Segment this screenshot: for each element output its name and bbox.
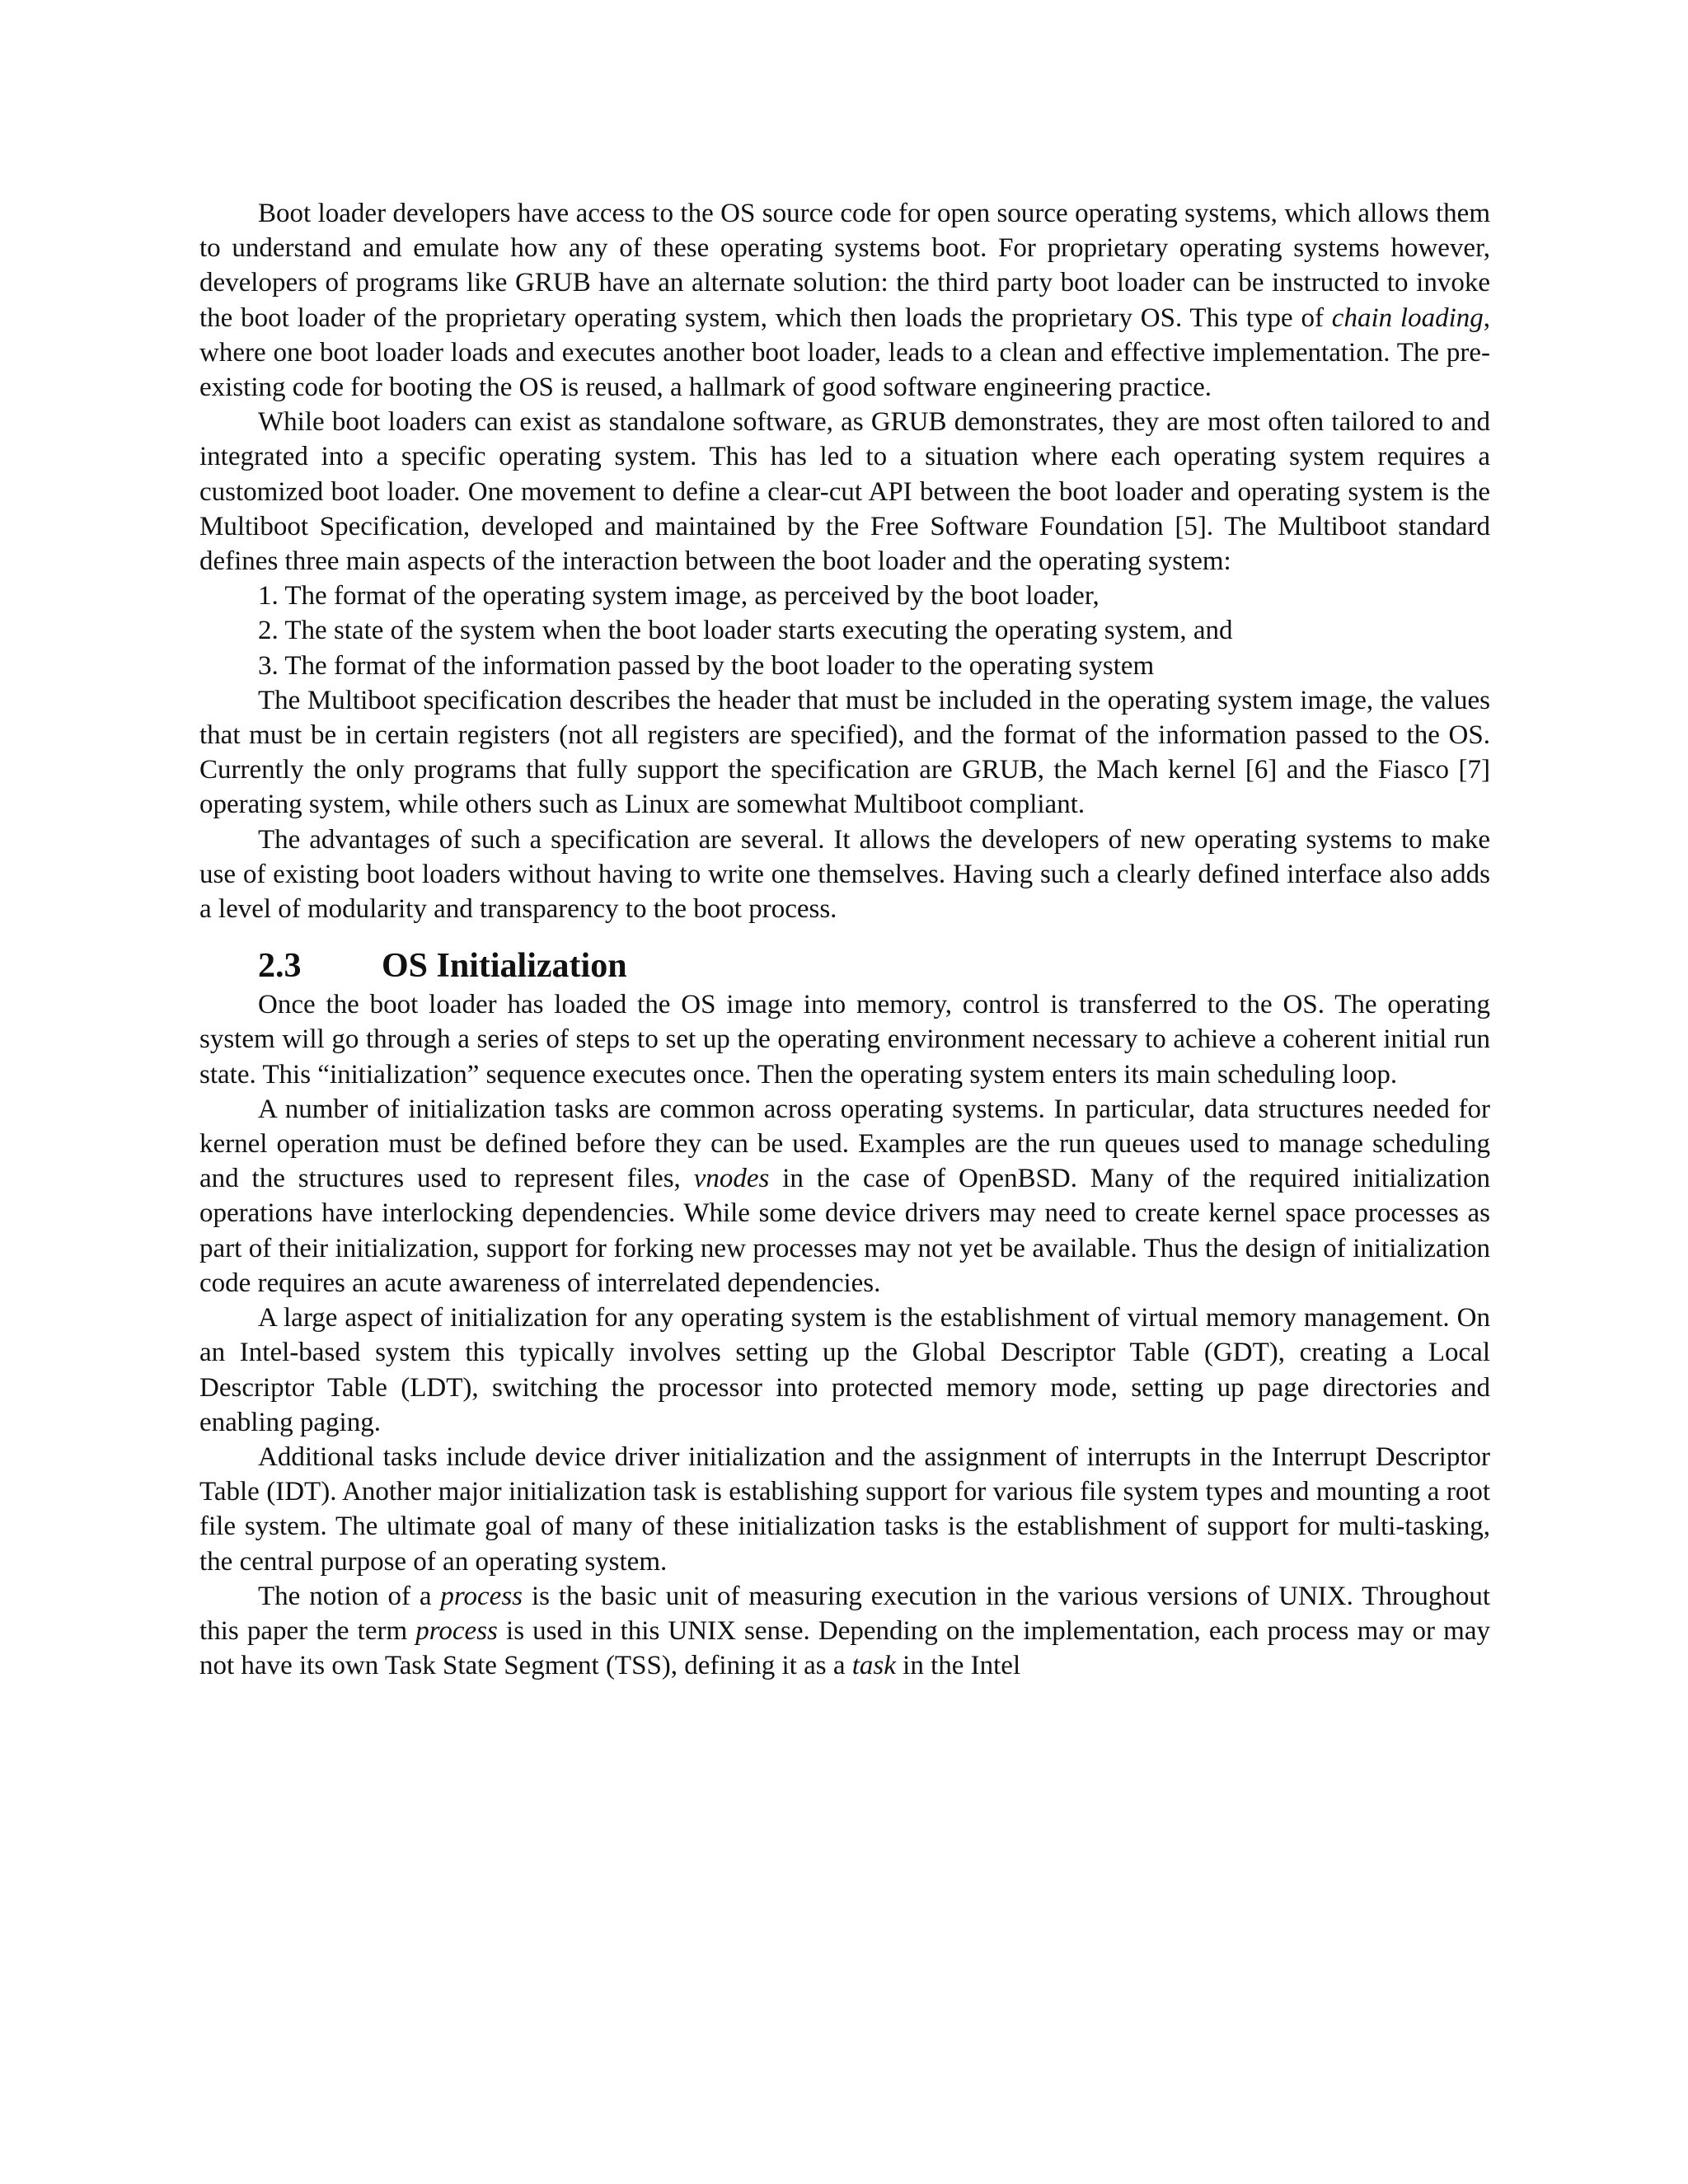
- paragraph-advantages: The advantages of such a specification are several. It allows the developers of new operating systems to make use of existing boot loaders without having to write one themselves. Having such a clearly defined interface also adds a level of modularity and transparency to the boot process.: [199, 824, 1490, 925]
- text-run: Boot loader developers have access to the OS source code for open source operating systems, which allows them to understand and emulate how any of these operating systems boot. For proprietary operating systems however, developers of programs like GRUB have an alternate solution: the third party boot loader can be instructed to invoke the boot loader of the proprietary operating system, which then loads the proprietary OS. This type of: [199, 199, 1490, 333]
- paragraph-multiboot-spec: The Multiboot specification describes the header that must be included in the operating system image, the values that must be in certain registers (not all registers are specified), and the format of the information passed to the OS. Currently the only programs that fully support the specification are GRUB, the Mach kernel [6] and the Fiasco [7] operating system, while others such as Linux are somewhat Multiboot compliant.: [199, 685, 1490, 820]
- list-item: 3. The format of the information passed by the boot loader to the operating system: [258, 650, 1155, 681]
- text-run: in the Intel: [895, 1651, 1021, 1681]
- text-run: A number of initialization tasks are common across operating systems. In particular, data structures needed for kernel operation must be defined before they can be used. Examples are the run queues used to manage scheduling and the structures used to represent files,: [199, 1094, 1490, 1194]
- section-heading: [199, 944, 1490, 987]
- text-run: The notion of a: [258, 1581, 441, 1611]
- emphasis-vnodes: vnodes: [693, 1164, 770, 1194]
- paragraph-control-transfer: Once the boot loader has loaded the OS image into memory, control is transferred to the OS. The operating system will go through a series of steps to set up the operating environment necessary to achieve a coherent initial run state. This “initialization” sequence executes once. Then the operating system enters its main scheduling loop.: [199, 990, 1490, 1090]
- emphasis-process: process: [415, 1615, 498, 1646]
- paragraph-chain-loading: [199, 196, 1490, 405]
- paragraph-multiboot-intro: While boot loaders can exist as standalone software, as GRUB demonstrates, they are most often tailored to and integrated into a specific operating system. This has led to a situation where each operating system requires a customized boot loader. One movement to define a clear-cut API between the boot loader and operating system is the Multiboot Specification, developed and maintained by the Free Software Foundation [5]. The Multiboot standard defines three main aspects of the interaction between the boot loader and the operating system:: [199, 407, 1490, 577]
- list-item: 2. The state of the system when the boot loader starts executing the operating system, and: [258, 616, 1233, 646]
- section-number: 2.3: [258, 947, 302, 986]
- document-page: [199, 196, 1490, 1683]
- paragraph-process-notion: [199, 1579, 1490, 1684]
- section-title: OS Initialization: [382, 947, 627, 986]
- emphasis-chain-loading: chain loading: [1331, 302, 1484, 333]
- emphasis-process: process: [440, 1581, 523, 1611]
- paragraph-device-drivers: Additional tasks include device driver initialization and the assignment of interrupts in the Interrupt Descriptor Table (IDT). Another major initialization task is establishing support for various file system types and mounting a root file system. The ultimate goal of many of these initialization tasks is the establishment of support for multi-tasking, the central purpose of an operating system.: [199, 1441, 1490, 1577]
- paragraph-virtual-memory: A large aspect of initialization for any operating system is the establishment of virtual memory management. On an Intel-based system this typically involves setting up the Global Descriptor Table (GDT), creating a Local Descriptor Table (LDT), switching the processor into protected memory mode, setting up page directories and enabling paging.: [199, 1303, 1490, 1437]
- text-run: is the basic unit of measuring execution in the various versions of UNIX. Throughout this paper the term: [199, 1581, 1491, 1646]
- text-run: in the case of OpenBSD. Many of the required initialization operations have interlocking dependencies. While some device drivers may need to create kernel space processes as part of their initialization, support for forking new processes may not yet be available. Thus the design of initialization code requires an acute awareness of interrelated dependencies.: [199, 1164, 1490, 1298]
- paragraph-init-tasks: [199, 1092, 1490, 1301]
- list-item: 1. The format of the operating system image, as perceived by the boot loader,: [258, 581, 1100, 612]
- emphasis-task: task: [851, 1651, 896, 1681]
- text-run: , where one boot loader loads and executes another boot loader, leads to a clean and effective implementation. The pre-existing code for booting the OS is reused, a hallmark of good software engineering practice.: [199, 302, 1490, 403]
- text-run: is used in this UNIX sense. Depending on the implementation, each process may or may not have its own Task State Segment (TSS), defining it as a: [199, 1615, 1490, 1681]
